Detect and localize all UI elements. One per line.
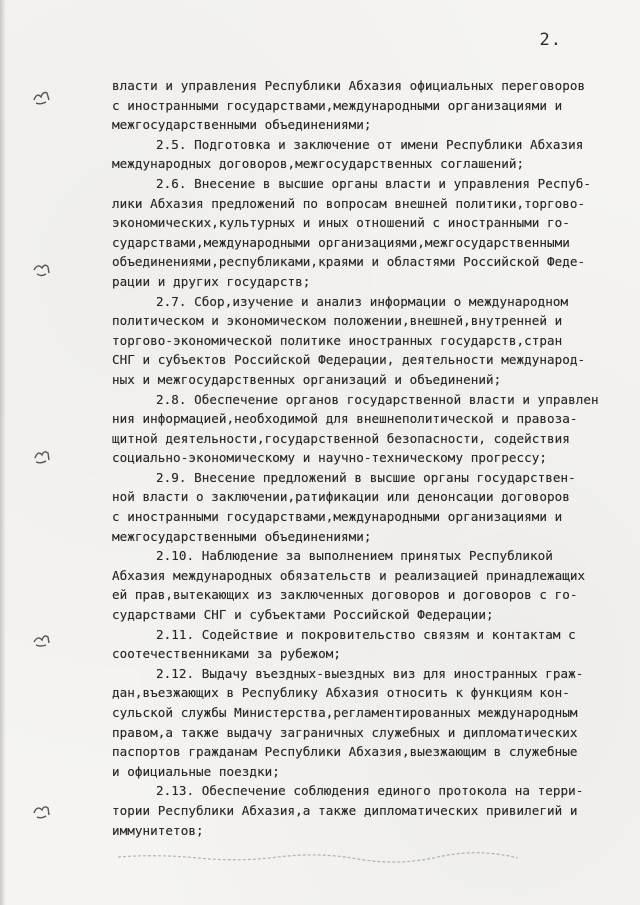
document-body (112, 76, 598, 840)
text-line: международных договоров,межгосударственных соглашений; (112, 156, 525, 172)
text-line: ной власти о заключении,ратификации или денонсации договоров (112, 489, 570, 505)
clause-2-7: 2.7. Сбор,изучение и анализ информации о международном (156, 293, 569, 309)
text-line: сульской службы Министерства,регламентированных международным (112, 705, 578, 720)
text-line: сударствами,международными организациями,межгосударственными (112, 234, 570, 250)
text-line: сударствами СНГ и субъектами Российской Федерации; (112, 607, 494, 623)
text-line: дан,въезжающих в Республику Абхазия относить к функциям кон- (112, 685, 570, 701)
text-line: власти и управления Республики Абхазия официальных переговоров (112, 78, 586, 93)
clause-2-8: 2.8. Обеспечение органов государственной власти и управлен (156, 391, 599, 407)
text-line: с иностранными государствами,международными организациями и (112, 509, 563, 525)
clause-2-11: 2.11. Содействие и покровительство связям и контактам с (156, 626, 576, 642)
text-line: экономических,культурных и иных отношений с иностранными го- (112, 215, 570, 231)
text-line: Абхазия международных обязательств и реализацией принадлежащих (112, 567, 586, 583)
text-line: и официальные поездки; (112, 763, 280, 779)
page-number: 2. (539, 30, 562, 50)
text-line: межгосударственными объединениями; (112, 117, 372, 133)
page-binding-edge (0, 0, 6, 905)
text-line: политическом и экономическом положении,внешней,внутренней и (112, 313, 563, 329)
text-line: межгосударственными объединениями; (112, 528, 372, 544)
text-line: иммунитетов; (112, 822, 204, 838)
text-line: с иностранными государствами,международными организациями и (112, 97, 563, 113)
text-line: щитной деятельности,государственной безопасности, содействия (112, 430, 570, 446)
text-line: паспортов гражданам Республики Абхазия,выезжающим в служебные (112, 744, 578, 760)
text-line: ния информацией,необходимой для внешнеполитической и правоза- (112, 411, 578, 427)
binding-hole-mark-2 (30, 258, 54, 280)
binding-hole-mark-5 (30, 800, 54, 822)
text-line: торгово-экономической политике иностранных государств,стран (112, 332, 563, 348)
text-line: рации и других государств; (112, 273, 311, 289)
binding-hole-mark-3 (30, 445, 54, 467)
text-line: СНГ и субъектов Российской Федерации, деятельности международ- (112, 352, 586, 368)
text-line: тории Республики Абхазия,а также дипломатических привилегий и (112, 802, 578, 818)
clause-2-10: 2.10. Наблюдение за выполнением принятых Республикой (156, 548, 553, 564)
clause-2-6: 2.6. Внесение в высшие органы власти и управления Респуб- (156, 175, 592, 191)
clause-2-12: 2.12. Выдачу въездных-выездных виз для иностранных граж- (156, 665, 584, 681)
text-line: лики Абхазия предложений по вопросам внешней политики,торгово- (112, 195, 586, 211)
text-line: соотечественниками за рубежом; (112, 646, 341, 662)
text-line: объединениями,республиками,краями и областями Российской Феде- (112, 254, 586, 270)
text-line: социально-экономическому и научно-техническому прогрессу; (112, 450, 548, 466)
clause-2-5: 2.5. Подготовка и заключение от имени Республики Абхазия (156, 136, 584, 152)
text-line: ных и межгосударственных организаций и объединений; (112, 371, 502, 387)
clause-2-9: 2.9. Внесение предложений в высшие органы государствен- (156, 469, 576, 485)
text-line: ей прав,вытекающих из заключенных договоров и договоров с го- (112, 587, 578, 603)
binding-hole-mark-4 (30, 628, 54, 650)
clause-2-13: 2.13. Обеспечение соблюдения единого протокола на терри- (156, 783, 584, 799)
binding-hole-mark-1 (30, 86, 54, 108)
text-line: правом,а также выдачу заграничных служебных и дипломатических (112, 724, 578, 740)
bottom-scan-smudge (118, 848, 518, 860)
